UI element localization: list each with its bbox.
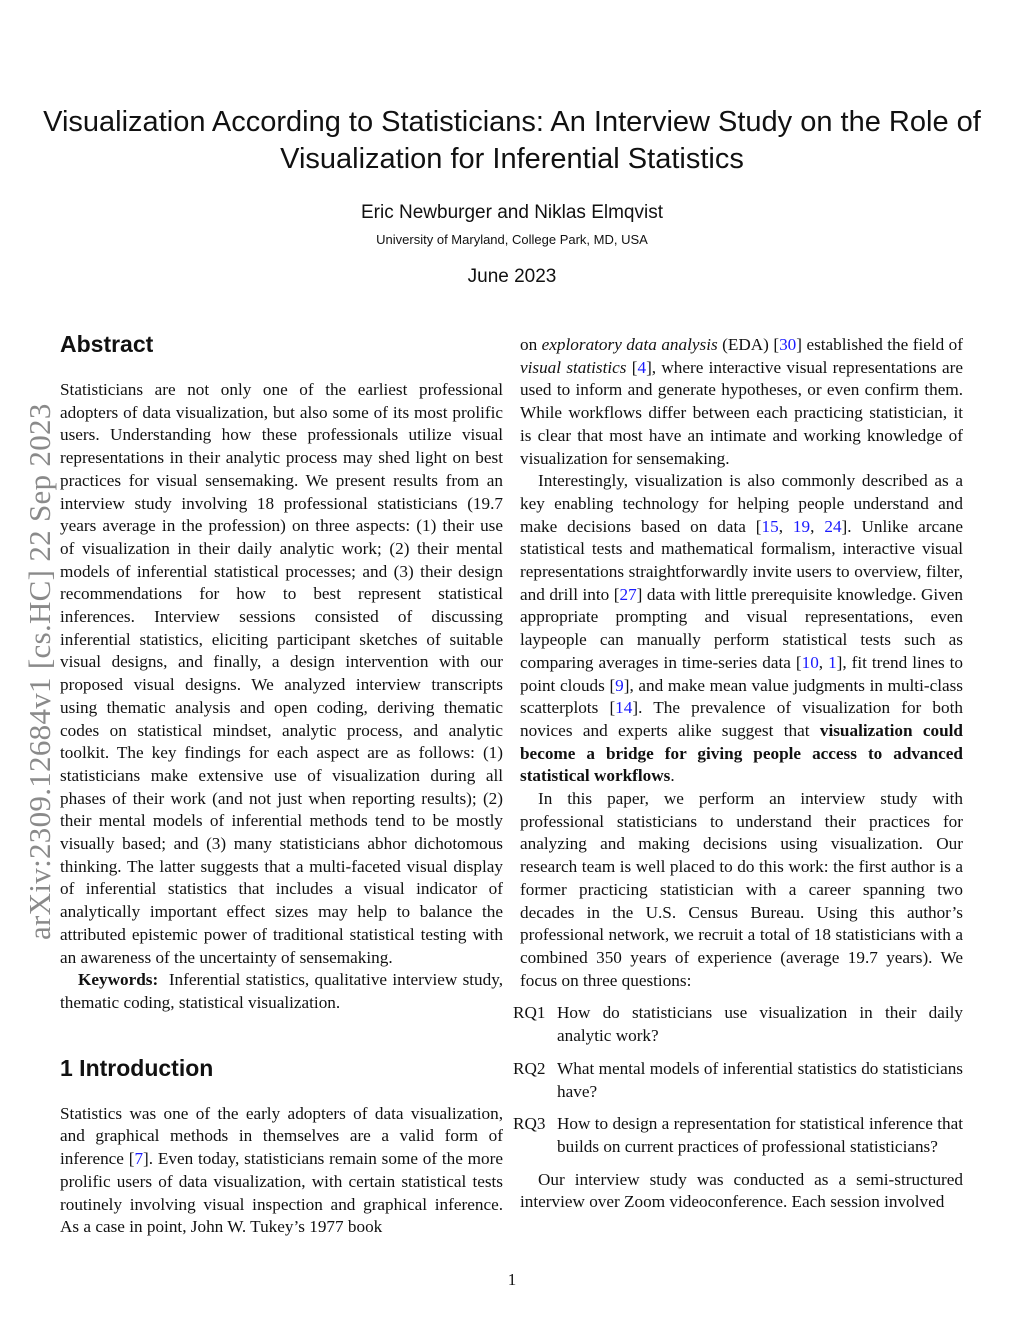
citation-link[interactable]: 7 (134, 1149, 144, 1169)
text-run: ], where interactive visual representations are used to inform and generate hypotheses, or even confirm them. While workflows differ between each practicing statistician, it is clear that most have an intimate and working knowledge of visualization for sensemaking. (520, 357, 963, 468)
keywords (60, 969, 503, 1014)
rq-text: How do statisticians use visualization in their daily analytic work? (557, 1003, 963, 1046)
rq-label: RQ2 (513, 1058, 546, 1078)
text-run: In this paper, we perform an interview study with professional statisticians to understand their practices for analyzing and making decisions using visualization. Our research team is well placed to do this work: the first author is a former practicing statistician with a career spanning two decades in the U.S. Census Bureau. Using this author’s professional network, we recruit a total of 18 statisticians with a combined 350 years of experience (average 19.7 years). We focus on three questions: (520, 789, 963, 990)
affiliation: University of Maryland, College Park, MD, USA (376, 232, 648, 247)
abstract-body: Statisticians are not only one of the earliest professional adopters of data visualization, but also some of its most prolific users. Understanding how these professionals utilize visual representations in their analytic process may shed light on best practices for visual sensemaking. We present results from an interview study involving 18 professional statisticians (19.7 years average in the profession) on three aspects: (1) their use of visualization in their daily analytic work; (2) their mental models of inferential statistical processes; and (3) their design recommendations for how to best represent statistical inferences. Interview sessions consisted of discussing inferential statistics, eliciting participant sketches of suitable visual designs, and finally, a design intervention with our proposed visual designs. We analyzed interview transcripts using thematic analysis and open coding, deriving thematic codes on statistical mindset, analytic process, and analytic toolkit. The key findings for each aspect are as follows: (1) statisticians make extensive use of visualization during all phases of their work (and not just when reporting results); (2) their mental models of inferential methods tend to be mostly visually based; and (3) many statisticians abhor dichotomous thinking. The latter suggests that a multi-faceted visual display of inferential statistics that includes a visual indicator of analytically important effect sizes may help to balance the attributed epistemic power of traditional statistical testing with an awareness of the uncertainty of sensemaking. (60, 380, 503, 967)
text-run: , (778, 516, 793, 536)
citation-link[interactable]: 14 (615, 698, 633, 718)
text-run: ] established the field of (796, 335, 964, 354)
citation-link[interactable]: 4 (637, 357, 647, 377)
text-run: ]. Unlike arcane statistical tests and mathematical formalism, interactive visual representations straightforwardly invite users to overview, filter, and drill into [ (520, 516, 964, 604)
abstract-heading: Abstract (60, 331, 154, 357)
citation-link[interactable]: 24 (824, 516, 842, 536)
introduction-heading: 1 Introduction (60, 1054, 214, 1081)
text-run: ], and make mean value judgments in multi-class scatterplots [ (520, 675, 963, 718)
text-run: . (670, 766, 675, 786)
research-questions (513, 1002, 963, 1158)
arxiv-stamp: arXiv:2309.12684v1 [cs.HC] 22 Sep 2023 (22, 403, 57, 940)
text-run: (EDA) [ (717, 335, 780, 354)
keywords-text: Inferential statistics, qualitative interview study, thematic coding, statistical visualization. (60, 970, 503, 1012)
citation-link[interactable]: 19 (792, 516, 811, 536)
rq-text: What mental models of inferential statistics do statisticians have? (557, 1058, 963, 1101)
intro-paragraph-1-continued (520, 334, 963, 470)
citation-link[interactable]: 9 (615, 675, 624, 695)
citation-link[interactable]: 30 (779, 335, 797, 354)
text-run: Statistics was one of the early adopters of data visualization, and graphical methods in themselves are a valid form of inference [ (60, 1103, 503, 1169)
text-run: ] data with little prerequisite knowledge. Given appropriate prompting and visual representations, even laypeople can manually perform statistical tests such as comparing averages in time-series data [ (520, 584, 963, 672)
text-run: [ (626, 357, 638, 377)
research-question (513, 1002, 963, 1047)
text-run: , (818, 652, 829, 672)
date: June 2023 (467, 266, 557, 287)
text-run: visualization could become a bridge for giving people access to advanced statistical workflows (520, 720, 963, 786)
rq-label: RQ1 (513, 1003, 546, 1023)
keywords-label: Keywords: (78, 970, 159, 990)
paper-title: Visualization According to Statisticians: An Interview Study on the Role of Visualization for Inferential Statistics (43, 106, 981, 175)
research-question (513, 1113, 963, 1158)
text-run: ], fit trend lines to point clouds [ (520, 652, 963, 695)
text-run: ]. Even today, statisticians remain some of the more prolific users of data visualization, with certain statistical tests routinely involving visual inspection and graphical inference. As a case in point, John W. Tukey’s 1977 book (60, 1149, 503, 1237)
intro-paragraph-1 (60, 1103, 503, 1239)
intro-paragraph-2 (520, 470, 963, 788)
research-question (513, 1058, 963, 1103)
citation-link[interactable]: 10 (801, 652, 819, 672)
text-run: on (520, 335, 542, 354)
text-run: exploratory data analysis (541, 335, 718, 354)
text-run: , (810, 516, 825, 536)
left-column (60, 331, 503, 1239)
text-run: visual statistics (520, 357, 627, 377)
rq-text: How to design a representation for statistical inference that builds on current practices of professional statisticians? (557, 1114, 963, 1156)
right-column (513, 334, 964, 1214)
text-run: ]. The prevalence of visualization for both novices and experts alike suggest that (520, 698, 963, 740)
text-run: Interestingly, visualization is also commonly described as a key enabling technology for helping people understand and make decisions based on data [ (520, 471, 963, 536)
page-number: 1 (507, 1270, 517, 1289)
intro-paragraph-3 (520, 788, 963, 992)
citation-link[interactable]: 15 (761, 516, 779, 536)
rq-label: RQ3 (513, 1114, 546, 1134)
intro-paragraph-4: Our interview study was conducted as a semi-structured interview over Zoom videoconference. Each session involved (520, 1169, 963, 1212)
citation-link[interactable]: 1 (828, 652, 837, 672)
authors: Eric Newburger and Niklas Elmqvist (361, 202, 663, 223)
citation-link[interactable]: 27 (619, 584, 637, 604)
